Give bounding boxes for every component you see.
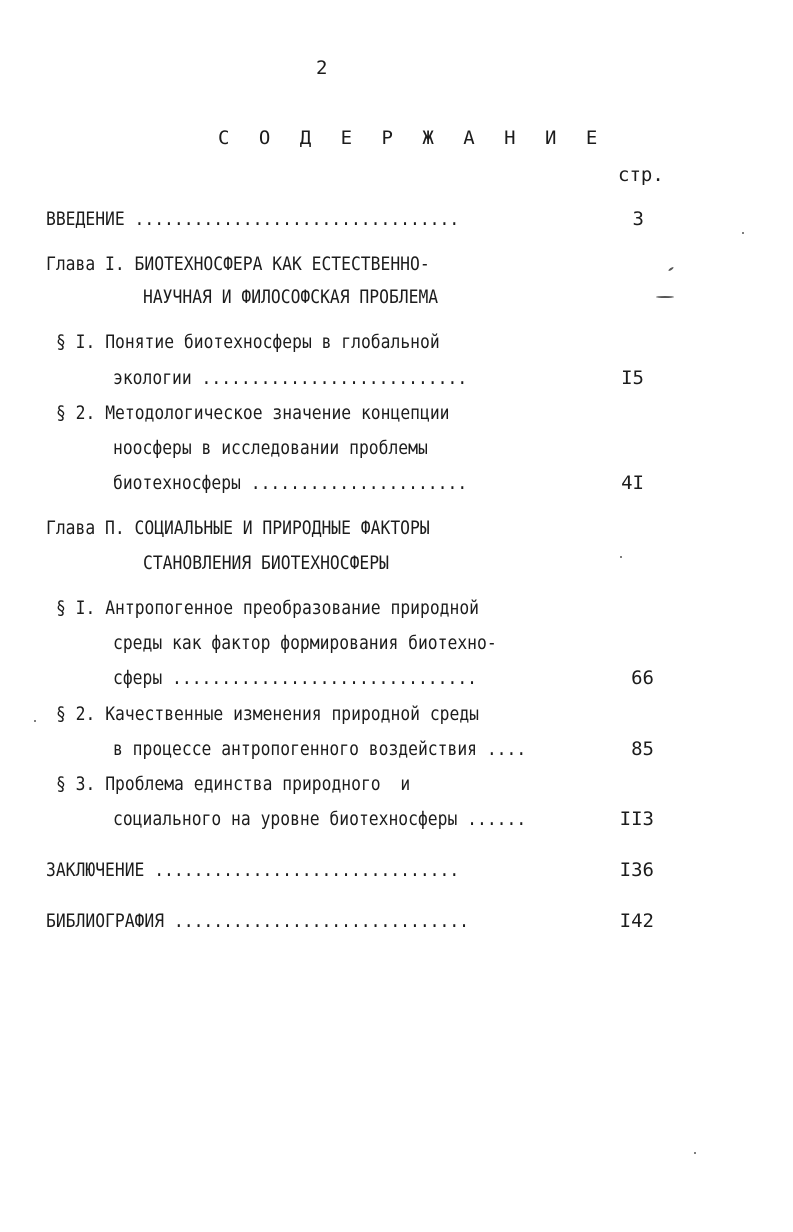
- toc-page-bibliography: I42: [619, 910, 654, 932]
- toc-page-section-2-3: II3: [619, 808, 654, 830]
- toc-chapter-1-title: Глава I. БИОТЕХНОСФЕРА КАК ЕСТЕСТВЕННО-: [46, 253, 430, 275]
- scan-speck: [742, 232, 744, 234]
- toc-section-2-3-cont: социального на уровне биотехносферы ......: [113, 808, 527, 830]
- toc-section-1-1-cont: экологии ...........................: [113, 367, 468, 389]
- toc-section-2-1-cont: среды как фактор формирования биотехно-: [113, 632, 497, 654]
- toc-page-conclusion: I36: [619, 859, 654, 881]
- toc-chapter-2-title: Глава П. СОЦИАЛЬНЫЕ И ПРИРОДНЫЕ ФАКТОРЫ: [46, 517, 430, 539]
- toc-section-1-2: § 2. Методологическое значение концепции: [56, 402, 450, 424]
- toc-section-2-3: § 3. Проблема единства природного и: [56, 773, 411, 795]
- toc-chapter-2-title-cont: СТАНОВЛЕНИЯ БИОТЕХНОСФЕРЫ: [143, 552, 389, 574]
- toc-section-2-2: § 2. Качественные изменения природной среды: [56, 703, 480, 725]
- scan-speck: [668, 266, 674, 271]
- toc-entry-introduction: ВВЕДЕНИЕ .................................: [46, 208, 460, 230]
- toc-page-section-2-2: 85: [631, 738, 654, 760]
- toc-section-1-1: § I. Понятие биотехносферы в глобальной: [56, 331, 440, 353]
- scan-speck: [34, 720, 36, 722]
- scan-speck: [694, 1152, 696, 1154]
- toc-entry-bibliography: БИБЛИОГРАФИЯ ..............................: [46, 910, 470, 932]
- toc-entry-conclusion: ЗАКЛЮЧЕНИЕ ...............................: [46, 859, 460, 881]
- toc-page-section-2-1: 66: [631, 667, 654, 689]
- toc-section-2-2-cont: в процессе антропогенного воздействия ....: [113, 738, 527, 760]
- toc-page-section-1-2: 4I: [621, 472, 644, 494]
- toc-section-2-1-cont2: сферы ...............................: [113, 667, 477, 689]
- page-column-header: стр.: [618, 164, 664, 186]
- toc-section-2-1: § I. Антропогенное преобразование природной: [56, 597, 480, 619]
- scan-speck: [656, 296, 674, 298]
- toc-chapter-1-title-cont: НАУЧНАЯ И ФИЛОСОФСКАЯ ПРОБЛЕМА: [143, 286, 439, 308]
- toc-section-1-2-cont: ноосферы в исследовании проблемы: [113, 437, 428, 459]
- page-number: 2: [316, 57, 328, 79]
- toc-section-1-2-cont2: биотехносферы ......................: [113, 472, 468, 494]
- toc-page-introduction: 3: [632, 208, 644, 230]
- toc-title: С О Д Е Р Ж А Н И Е: [218, 127, 607, 149]
- scan-speck: [620, 556, 622, 558]
- toc-page-section-1-1: I5: [621, 367, 644, 389]
